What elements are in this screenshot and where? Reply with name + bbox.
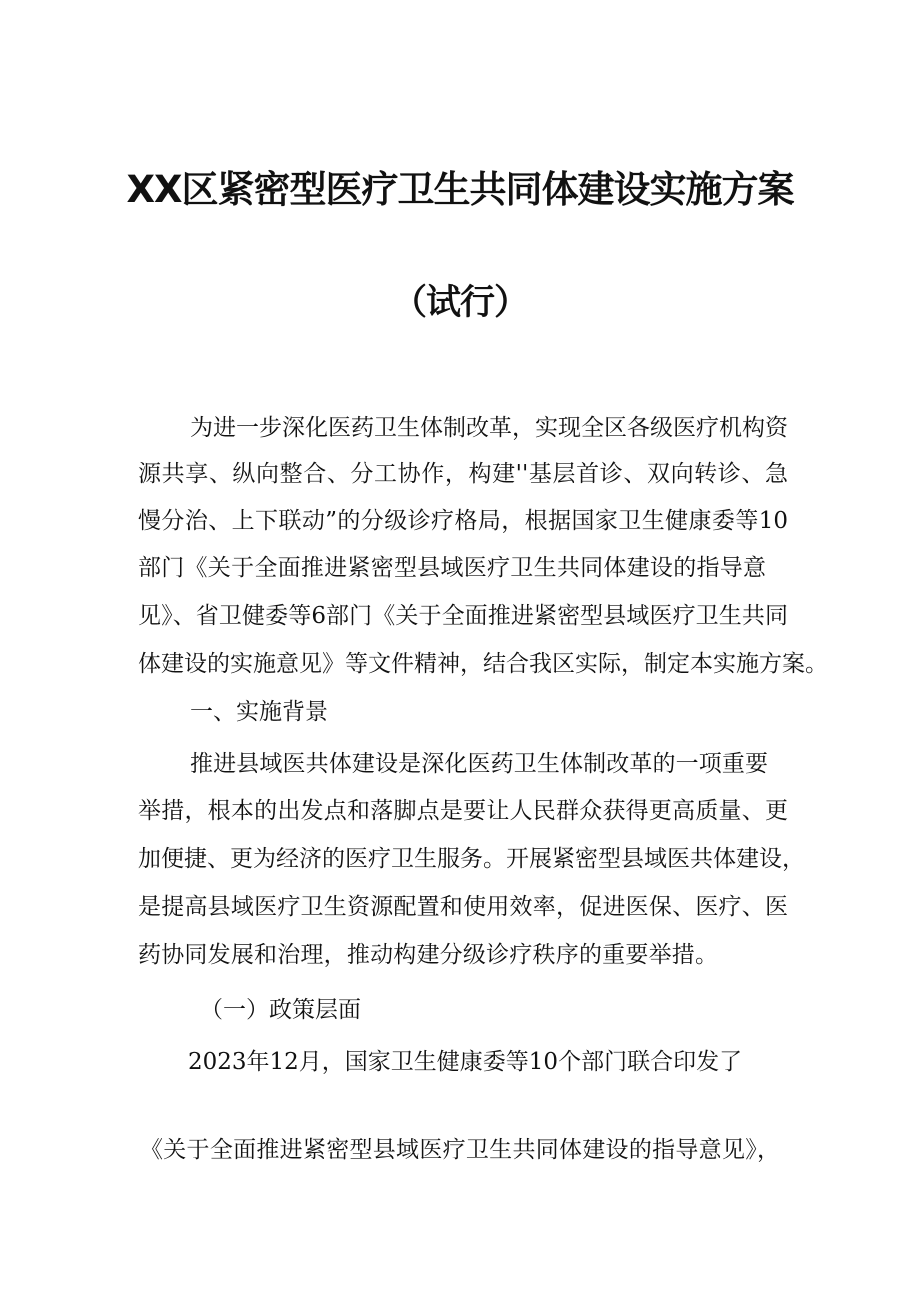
policy-line-1: 2023年12月，国家卫生健康委等10个部门联合印发了 xyxy=(188,1049,743,1075)
background-line-4: 是提高县域医疗卫生资源配置和使用效率，促进医保、医疗、医 xyxy=(138,894,788,920)
intro-line-1: 为进一步深化医药卫生体制改革，实现全区各级医疗机构资 xyxy=(190,415,788,441)
section-heading: 一、实施背景 xyxy=(190,699,328,725)
intro-line-5: 见》、省卫健委等6部门《关于全面推进紧密型县域医疗卫生共同 xyxy=(138,603,788,629)
background-line-3: 加便捷、更为经济的医疗卫生服务。开展紧密型县域医共体建设， xyxy=(138,846,805,872)
intro-line-3: 慢分治、上下联动”的分级诊疗格局，根据国家卫生健康委等10 xyxy=(138,508,788,534)
policy-line-2: 《关于全面推进紧密型县域医疗卫生共同体建设的指导意见》， xyxy=(140,1137,780,1163)
background-line-2: 举措，根本的出发点和落脚点是要让人民群众获得更高质量、更 xyxy=(138,798,788,824)
intro-line-6: 体建设的实施意见》等文件精神，结合我区实际，制定本实施方案。 xyxy=(138,651,828,677)
intro-line-4: 部门《关于全面推进紧密型县域医疗卫生共同体建设的指导意 xyxy=(138,555,766,581)
background-line-5: 药协同发展和治理，推动构建分级诊疗秩序的重要举措。 xyxy=(138,942,718,968)
intro-line-2: 源共享、纵向整合、分工协作，构建''基层首诊、双向转诊、急 xyxy=(138,461,788,487)
document-subtitle: （试行） xyxy=(391,283,528,323)
background-line-1: 推进县域医共体建设是深化医药卫生体制改革的一项重要 xyxy=(190,751,768,777)
document-title: XX区紧密型医疗卫生共同体建设实施方案 xyxy=(126,168,794,211)
subsection-heading: （一）政策层面 xyxy=(200,997,361,1023)
